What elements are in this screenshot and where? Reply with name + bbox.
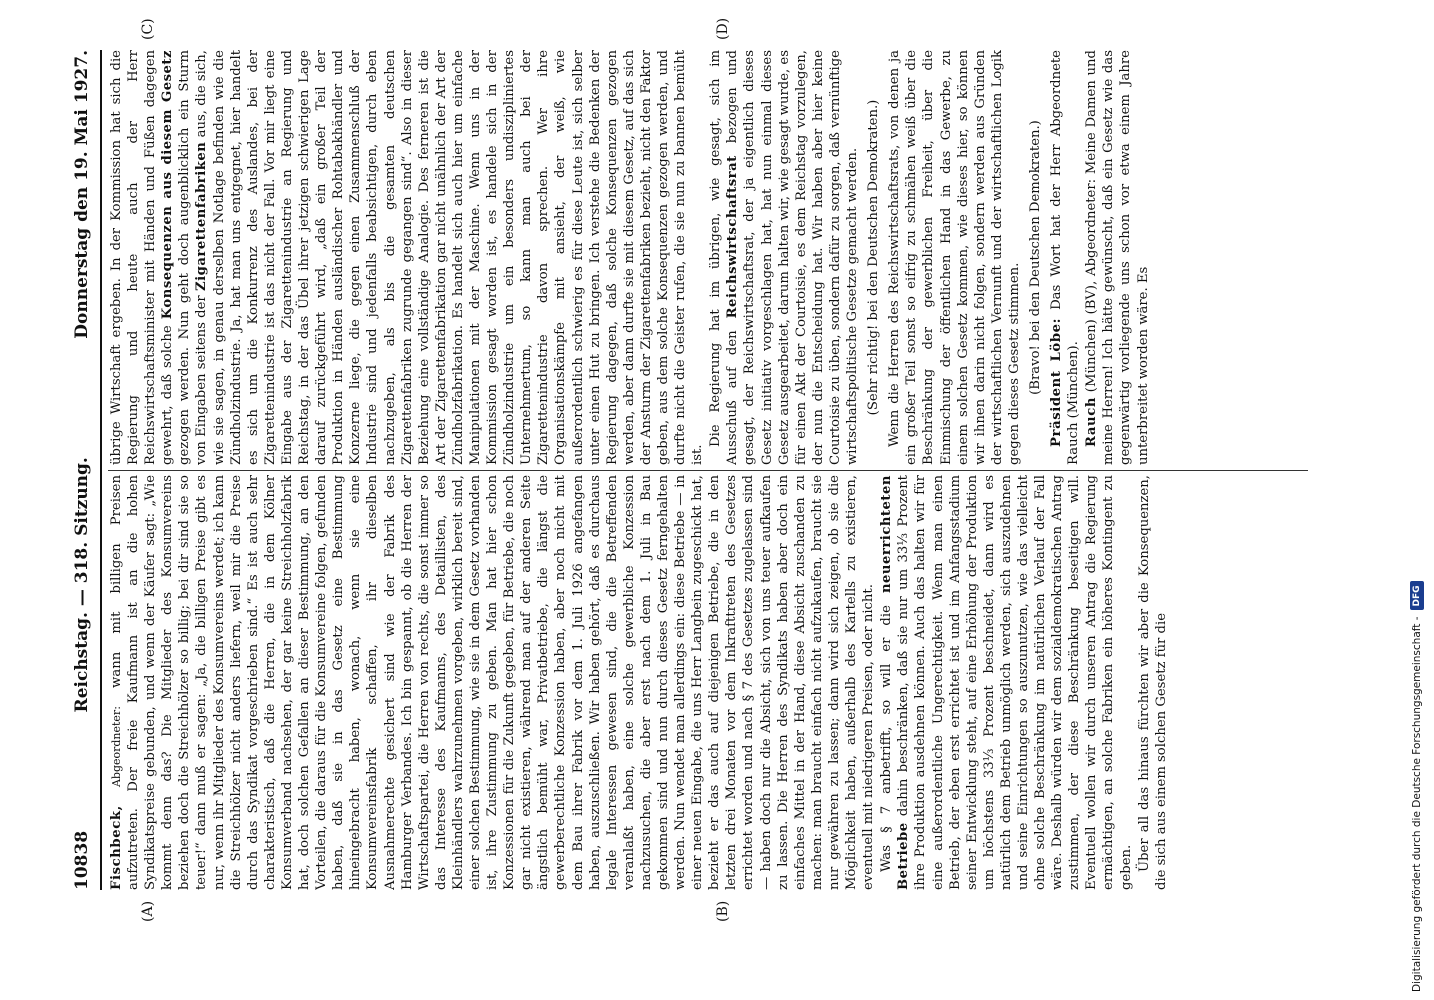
president-paragraph xyxy=(1048,50,1082,465)
right-paragraph-1-pre: übrige Wirtschaft ergeben. In der Kommission hat sich die Regierung und heute auch der Herr Reichswirtschaftsminister mit Händen und Füßen dagegen gewehrt, daß solche xyxy=(109,50,176,465)
margin-marker-d: (D) xyxy=(715,17,731,40)
interjection-2: (Bravo! bei den Deutschen Demokraten.) xyxy=(1027,120,1043,395)
session-date: Donnerstag den 19. Mai 1927. xyxy=(72,50,92,339)
page-header xyxy=(72,50,98,890)
president-text: Das Wort hat der Herr Abgeordnete Rauch (München). xyxy=(1049,50,1082,465)
digitization-credit: Digitalisierung gefördert durch die Deutsche Forschungsgemeinschaft - xyxy=(1411,616,1423,992)
left-text-column xyxy=(108,475,1318,890)
right-paragraph-2-pre: Die Regierung hat im übrigen, wie gesagt, sich im Ausschuß auf den xyxy=(708,50,741,465)
left-paragraph-2-post: dahin beschränken, daß sie nur um 33⅓ Prozent ihre Produktion ausdehnen können. Auch das halten wir für eine außerordentliche Ungerechtigkeit. Wenn man einen Betrieb, der eben erst errichtet ist und im Anfangsstadium seiner Entwicklung steht, auf eine Erhöhung der Produktion um höchstens 33⅓ Prozent beschneidet, dann wird es natürlich dem Betrieb unmöglich werden, sich auszudehnen und seine Einrichtungen so auszunutzen, wie das vielleicht ohne solche Beschränkung im natürlichen Verlauf der Fall wäre. Deshalb würden wir dem sozialdemokratischen Antrag zustimmen, der diese Beschränkung beseitigen will. Eventuell wollen wir durch unseren Antrag die Regierung ermächtigen, an solche Fabriken ein höheres Kontingent zu geben. xyxy=(896,475,1134,890)
digitization-sidenote xyxy=(1405,8,1429,992)
margin-marker-c: (C) xyxy=(140,18,156,40)
left-paragraph-3: Über all das hinaus fürchten wir aber die Konsequenzen, die sich aus einem solchen Gesetz für die xyxy=(1136,475,1169,890)
right-paragraph-1-emphasis: Konsequenzen aus diesem Gesetz xyxy=(160,50,176,320)
rauch-text: (München) (BV), Abgeordneter: Meine Damen und meine Herren! Ich hätte gewünscht, daß ein Gesetz wie das gegenwärtig vorliegende uns schon vor etwa einem Jahre unterbreitet worden wäre. Es xyxy=(1084,50,1151,465)
dfg-logo: DFG xyxy=(1410,581,1424,610)
interjection-1: (Sehr richtig! bei den Deutschen Demokraten.) xyxy=(866,99,882,416)
page-number: 10838 xyxy=(72,830,92,890)
right-paragraph-1-post: aus, die sich, wie sie sagen, in genau derselben Notlage befinden wie die Zündholzindustrie. Ja, hat man uns entgegnet, hier handelt es sich um die Konkurrenz des Auslandes, bei der Zigarettenindustrie ist das nicht der Fall. Vor mir liegt eine Eingabe aus der Zigarettenindustrie an Regierung und Reichstag, in der das Übel ihrer jetzigen schwierigen Lage darauf zurückgeführt wird, „daß ein großer Teil der Produktion in Händen ausländischer Rohtabakhändler und Konzerne liege, die gegen einen Zusammenschluß der Industrie sind und jedenfalls beabsichtigen, durch eben nachzugeben, als bis die gesamten deutschen Zigarettenfabriken zugrunde gegangen sind“. Also in dieser Beziehung eine vollständige Analogie. Des ferneren ist die Art der Zigarettenfabrikation gar nicht unähnlich der Art der Zündholzfabrikation. Es handelt sich auch hier um einfache Manipulationen mit der Maschine. Wenn uns in der Kommission gesagt worden ist, es handele sich in der Zündholzindustrie um ein besonders undiszipliniertes Unternehmertum, so kann man auch bei der Zigarettenindustrie davon sprechen. Wer ihre Organisationskämpfe mit ansieht, der weiß, wie außerordentlich schwierig es für diese Leute ist, sich selber unter einen Hut zu bringen. Ich verstehe die Bedenken der Regierung dagegen, daß solche Konsequenzen gezogen werden, aber dann durfte sie mit diesem Gesetz, auf das sich der Ansturm der Zigarettenfabriken bezieht, nicht den Faktor geben, aus dem solche Konsequenzen gezogen werden, und durfte nicht die Geister rufen, die sie nun zu bannen bemüht ist. xyxy=(194,50,706,465)
right-paragraph-2-emphasis: Reichswirtschaftsrat xyxy=(725,155,741,319)
left-paragraph-1 xyxy=(108,475,877,890)
margin-marker-a: (A) xyxy=(140,900,156,922)
left-paragraph-2-emphasis: neuerrichteten Betriebe xyxy=(879,475,912,890)
right-paragraph-1-mid: gezogen werden. Nun geht doch augenblicklich ein Sturm von Eingaben seitens der xyxy=(177,50,210,465)
speaker-2-name: Rauch xyxy=(1084,396,1100,447)
right-paragraph-1 xyxy=(108,50,706,465)
right-text-column xyxy=(108,50,1318,465)
left-paragraph-2 xyxy=(878,475,1134,890)
column-divider xyxy=(108,470,1308,471)
rauch-paragraph xyxy=(1083,50,1151,465)
left-paragraph-2-pre: Was § 7 anbetrifft, so will er die xyxy=(879,605,895,872)
right-paragraph-2-post: bezogen und gesagt, der Reichswirtschaftsrat, der ja eigentlich dieses Gesetz initiativ vorgeschlagen hat, hat nun einmal dieses Gesetz ausgearbeitet, darum halten wir, wie gesagt wurde, es für einen Akt der Courtoisie, es dem Reichstag vorzulegen, der nun die Entscheidung hat. Wir haben aber hier keine Courtoisie zu üben, sondern dafür zu sorgen, daß vernünftige wirtschaftspolitische Gesetze gemacht werden. xyxy=(725,50,861,465)
speaker-name: Fischbeck, xyxy=(109,805,124,890)
president-name: Präsident Löbe: xyxy=(1049,317,1065,447)
speaker-role: Abgeordneter: xyxy=(110,706,123,788)
left-paragraph-1-text: wann mit billigen Preisen aufzutreten. Der freie Kaufmann ist an die hohen Syndikatspreise gebunden, und wenn der Käufer sagt: „Wie kommt denn das? Die Mitglieder des Konsumvereins beziehen doch die Streichhölzer so billig; bei dir sind sie so teuer!“ dann muß er sagen: „Ja, die billigen Preise gibt es nur, wenn ihr Mitglieder des Konsumvereins werdet; ich kann die Streichhölzer nicht anders liefern, weil mir die Preise durch das Syndikat vorgeschrieben sind.“ Es ist auch sehr charakteristisch, daß die Herren, die in dem Kölner Konsumverband nachsehen, der gar keine Streichholzfabrik hat, doch solchen Gefallen an dieser Bestimmung, an den Vorteilen, die daraus für die Konsumvereine folgen, gefunden haben, daß sie in das Gesetz eine Bestimmung hineingebracht haben, wonach, wenn sie eine Konsumvereinsfabrik schaffen, ihr dieselben Ausnahmerechte gesichert sind wie der Fabrik des Hamburger Verbandes. Ich bin gespannt, ob die Herren der Wirtschaftspartei, die Herren von rechts, die sonst immer so das Interesse des Kaufmanns, des Detaillisten, des Kleinhändlers wahrzunehmen vorgeben, wirklich bereit sind, einer solchen Bestimmung, wie sie in dem Gesetz vorhanden ist, ihre Zustimmung zu geben. Man hat hier schon Konzessionen für die Zukunft gegeben, für Betriebe, die noch gar nicht existieren, während man auf der anderen Seite ängstlich bemüht war, Privatbetriebe, die längst die gewerberechtliche Konzession haben, aber noch nicht mit dem Bau ihrer Fabrik vor dem 1. Juli 1926 angefangen haben, auszuschließen. Wir haben gehört, daß es durchaus legale Interessen gewesen sind, die die Betreffenden veranlaßt haben, eine solche gewerbliche Konzession nachzusuchen, die aber erst nach dem 1. Juli in Bau gekommen sind und nun durch dieses Gesetz ferngehalten werden. Nun wendet man allerdings ein: diese Betriebe — in einer neuen Eingabe, die uns Herr Langbein zugeschickt hat, bezieht er das auch auf diejenigen Betriebe, die in den letzten drei Monaten vor dem Inkrafttreten des Gesetzes errichtet worden und nach § 7 des Gesetzes zugelassen sind — haben doch nur die Absicht, sich von uns teuer aufkaufen zu lassen. Die Herren des Syndikats haben aber doch ein einfaches Mittel in der Hand, diese Absicht zuschanden zu machen: man braucht einfach nicht aufzukaufen, braucht sie nur gewähren zu lassen; dann wird sich zeigen, ob sie die Möglichkeit haben, außerhalb des Kartells zu existieren, eventuell mit niedrigeren Preisen, oder nicht. xyxy=(109,475,877,890)
header-rule xyxy=(100,50,102,890)
right-paragraph-1-emphasis-2: Zigarettenfabriken xyxy=(194,141,210,292)
right-paragraph-3: Wenn die Herren des Reichswirtschaftsrats, von denen ja ein großer Teil sonst so eifrig zu schmähen weiß über die Beschränkung der gewerblichen Freiheit, über die Einmischung der öffentlichen Hand in das Gewerbe, zu einem solchen Gesetz kommen, wie dieses hier, so können wir ihnen darin nicht folgen, sondern werden aus Gründen der wirtschaftlichen Vernunft und der wirtschaftlichen Logik gegen dieses Gesetz stimmen. xyxy=(887,50,1022,465)
margin-marker-b: (B) xyxy=(715,900,731,922)
right-paragraph-2 xyxy=(707,50,861,465)
session-title: Reichstag. — 318. Sitzung. xyxy=(72,457,92,713)
